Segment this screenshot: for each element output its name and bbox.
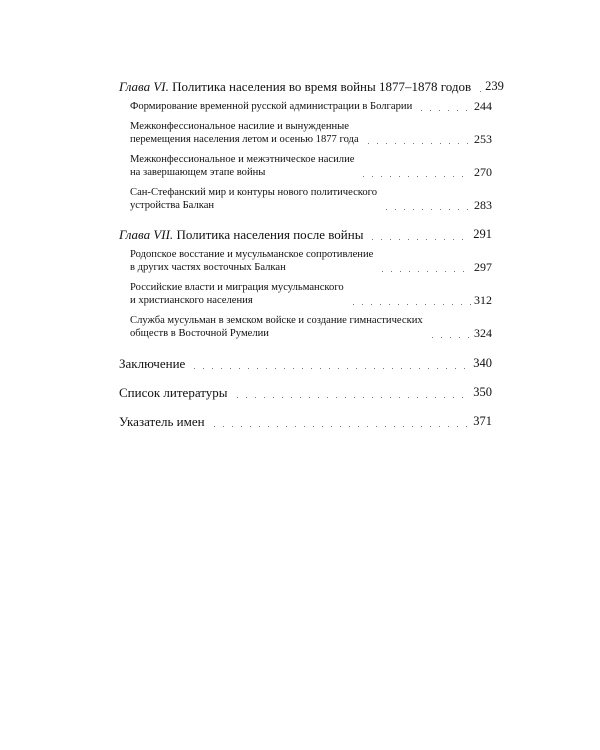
dot-leader	[417, 110, 471, 111]
chapter-7-label: Глава VII.	[119, 226, 174, 242]
toc-page-number: 371	[473, 413, 492, 428]
toc-section-title-line: и христианского населения	[130, 295, 253, 306]
toc-section[interactable]	[119, 100, 492, 114]
toc-entry-title: Список литературы	[119, 384, 228, 400]
toc-section[interactable]	[119, 120, 492, 147]
toc-page-number: 244	[474, 99, 492, 113]
toc-page-number: 239	[485, 79, 504, 93]
toc-chapter-7[interactable]	[119, 226, 492, 243]
toc-bibliography[interactable]	[119, 384, 492, 401]
toc-section-title-line: на завершающем этапе войны	[130, 167, 266, 178]
toc-page-number: 340	[473, 355, 492, 370]
dot-leader	[190, 368, 470, 369]
toc-page-number: 291	[473, 226, 492, 241]
chapter-7-name: Политика населения после войны	[176, 226, 364, 242]
toc-page-number: 312	[474, 293, 492, 307]
toc-section[interactable]	[119, 281, 492, 308]
toc-section-title-line: Российские власти и миграция мусульманского	[130, 281, 344, 293]
toc-section[interactable]	[119, 186, 492, 213]
toc-section-title-line: перемещения населения летом и осенью 1877 года	[130, 134, 359, 145]
toc-section-title-line: обществ в Восточной Румелии	[130, 328, 269, 339]
toc-entry-title: Заключение	[119, 355, 186, 371]
toc-chapter-6[interactable]	[119, 78, 504, 95]
dot-leader	[378, 271, 471, 272]
dot-leader	[476, 91, 482, 92]
toc-entry-title: Указатель имен	[119, 413, 205, 429]
toc-section-title-line: Межконфессиональное и межэтническое насилие	[130, 153, 355, 165]
dot-leader	[359, 176, 471, 177]
toc-section-title-line: Формирование временной русской администрации в Болгарии	[130, 101, 413, 112]
toc-section-title-line: Межконфессиональное насилие и вынужденные	[130, 120, 349, 132]
toc-name-index[interactable]	[119, 413, 492, 430]
toc-conclusion[interactable]	[119, 355, 492, 372]
toc-chapter-7-title	[119, 226, 363, 243]
dot-leader	[233, 397, 471, 398]
toc-page-number: 270	[474, 165, 492, 179]
dot-leader	[428, 337, 471, 338]
chapter-6-name: Политика населения во время войны 1877–1878 годов	[172, 79, 472, 94]
dot-leader	[210, 426, 471, 427]
chapter-6-label: Глава VI.	[119, 79, 169, 94]
toc-section-title-line: в других частях восточных Балкан	[130, 262, 286, 273]
toc-section-title-line: Служба мусульман в земском войске и создание гимнастических	[130, 314, 423, 326]
toc-section[interactable]	[119, 153, 492, 180]
dot-leader	[382, 209, 471, 210]
toc-section[interactable]	[119, 314, 492, 341]
toc-chapter-6-title	[119, 78, 471, 95]
toc-section-title-line: Сан-Стефанский мир и контуры нового политического	[130, 186, 378, 198]
dot-leader	[364, 143, 471, 144]
toc-page-number: 253	[474, 132, 492, 146]
dot-leader	[349, 304, 471, 305]
toc-page-number: 297	[474, 260, 492, 274]
toc-page-number: 350	[473, 384, 492, 399]
table-of-contents	[119, 78, 504, 430]
toc-page-number: 283	[474, 198, 492, 212]
dot-leader	[368, 239, 470, 240]
toc-page-number: 324	[474, 326, 492, 340]
toc-section[interactable]	[119, 248, 492, 275]
toc-section-title-line: устройства Балкан	[130, 200, 215, 211]
toc-section-title-line: Родопское восстание и мусульманское сопротивление	[130, 248, 374, 260]
